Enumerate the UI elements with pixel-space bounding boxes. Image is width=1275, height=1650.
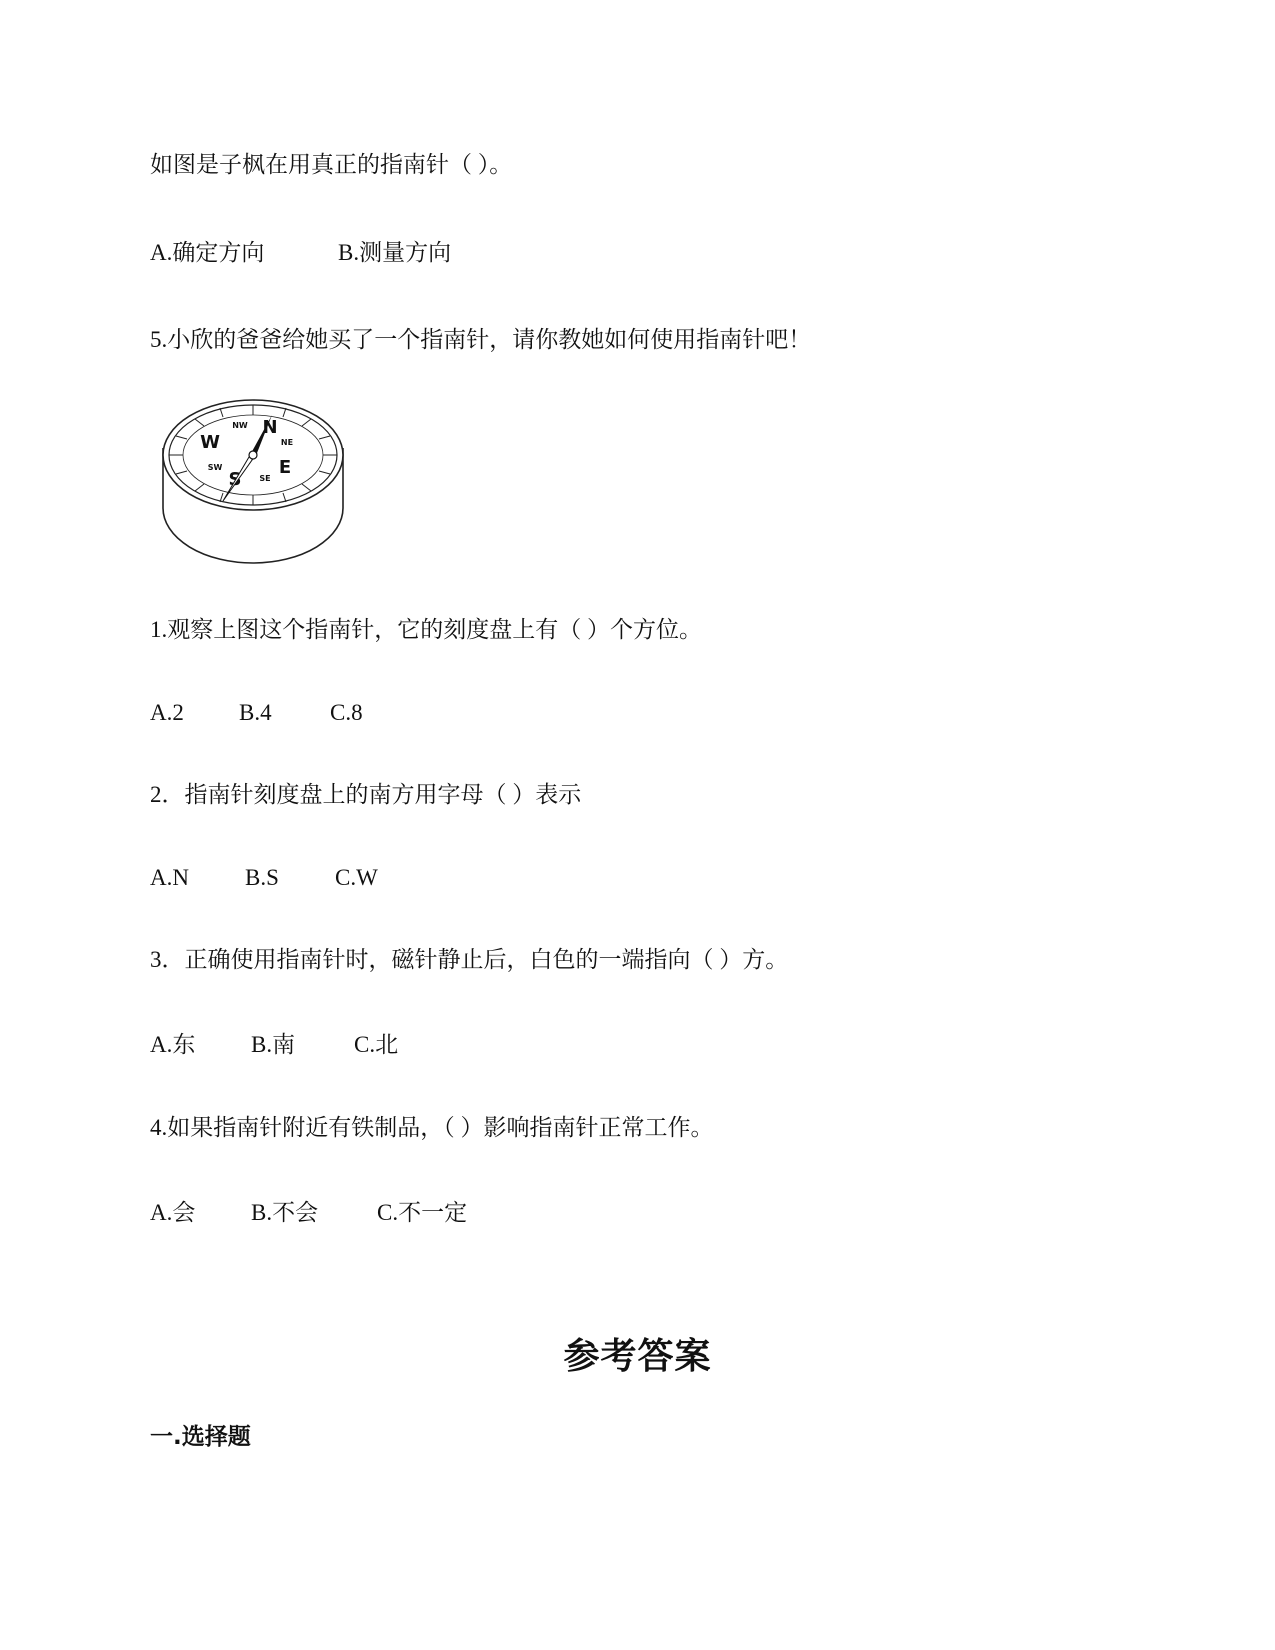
option-c: C.8: [330, 700, 363, 725]
compass-icon: [160, 393, 355, 573]
sub-question-3-stem: 3．正确使用指南针时，磁针静止后，白色的一端指向（ ）方。: [150, 947, 789, 972]
sub-question-3-options: [150, 1030, 398, 1060]
option-b: B.不会: [251, 1200, 319, 1225]
question-intro-stem: 如图是子枫在用真正的指南针（ ）。: [150, 152, 513, 177]
option-a: A.N: [150, 865, 189, 890]
sub-question-4-options: [150, 1198, 467, 1228]
compass-letter-w: W: [200, 432, 220, 453]
section-heading: 一.选择题: [150, 1424, 251, 1450]
compass-letter-sw: SW: [207, 463, 223, 472]
compass-letter-se: SE: [259, 474, 271, 483]
option-c: C.不一定: [377, 1200, 468, 1225]
answer-key-title: 参考答案: [563, 1336, 712, 1377]
compass-letter-s: S: [228, 469, 242, 490]
question-intro-options: [150, 238, 451, 268]
compass-illustration: [160, 393, 355, 573]
compass-letter-nw: NW: [232, 421, 248, 430]
sub-question-2-options: [150, 863, 378, 893]
question-5-stem: 5.小欣的爸爸给她买了一个指南针，请你教她如何使用指南针吧！: [150, 327, 812, 352]
option-a: A.确定方向: [150, 240, 265, 265]
sub-question-1-options: [150, 698, 363, 728]
option-a: A.2: [150, 700, 184, 725]
compass-letter-e: E: [278, 457, 292, 478]
option-b: B.S: [245, 865, 279, 890]
option-c: C.北: [354, 1032, 399, 1057]
compass-letter-n: N: [262, 417, 278, 438]
option-b: B.4: [239, 700, 272, 725]
sub-question-4-stem: 4.如果指南针附近有铁制品，（ ）影响指南针正常工作。: [150, 1115, 714, 1140]
compass-letter-ne: NE: [280, 438, 294, 447]
option-b: B.测量方向: [338, 240, 452, 265]
option-b: B.南: [251, 1032, 296, 1057]
option-a: A.会: [150, 1200, 196, 1225]
option-a: A.东: [150, 1032, 196, 1057]
sub-question-1-stem: 1.观察上图这个指南针，它的刻度盘上有（ ）个方位。: [150, 617, 702, 642]
sub-question-2-stem: 2．指南针刻度盘上的南方用字母（ ）表示: [150, 782, 582, 807]
option-c: C.W: [335, 865, 378, 890]
